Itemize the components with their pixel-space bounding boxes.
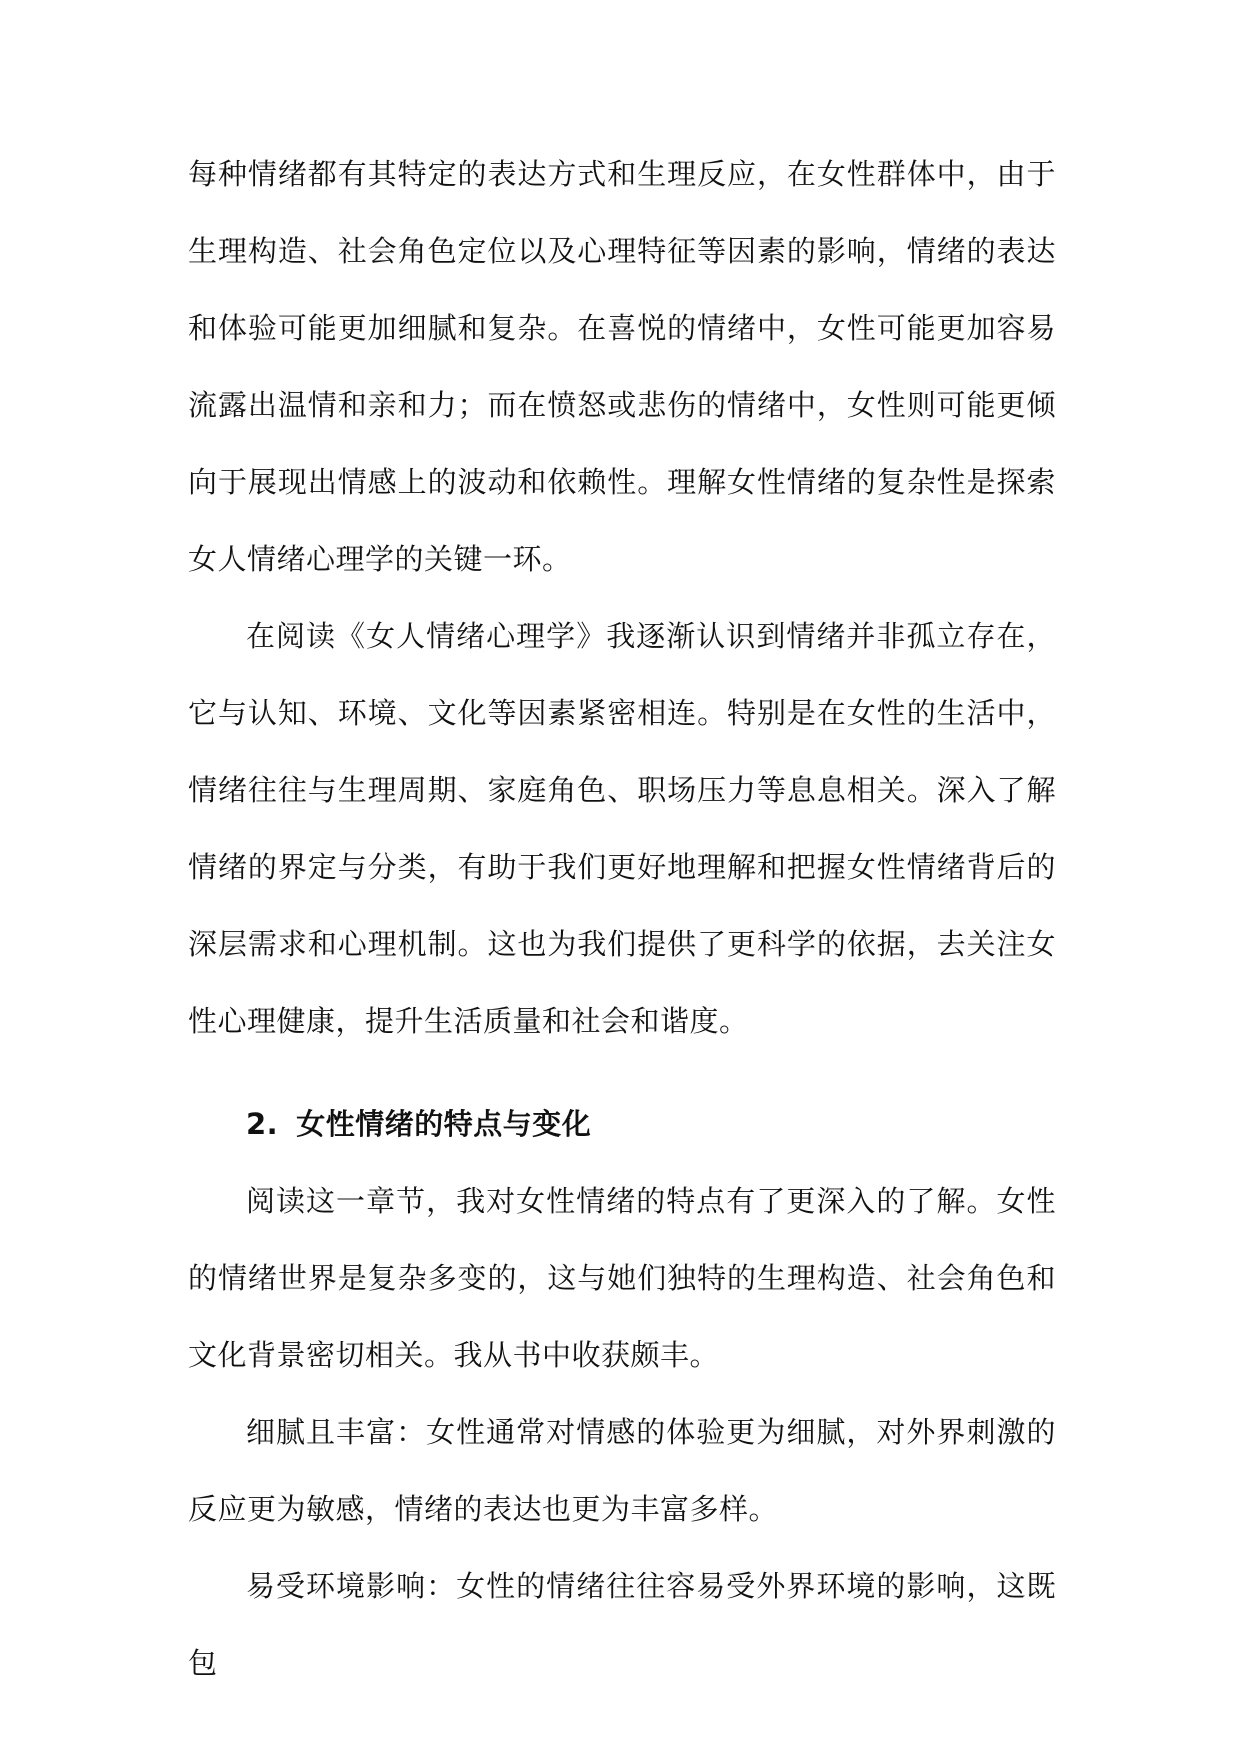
paragraph-reading-reflection: 在阅读《女人情绪心理学》我逐渐认识到情绪并非孤立存在，它与认知、环境、文化等因素紧密相连。特别是在女性的生活中，情绪往往与生理周期、家庭角色、职场压力等息息相关。深入了解情绪的界定与分类，有助于我们更好地理解和把握女性情绪背后的深层需求和心理机制。这也为我们提供了更科学的依据，去关注女性心理健康，提升生活质量和社会和谐度。 bbox=[188, 619, 1056, 1038]
document-body bbox=[188, 136, 1056, 1702]
paragraph-environment-influence: 易受环境影响：女性的情绪往往容易受外界环境的影响，这既包 bbox=[188, 1569, 1056, 1680]
paragraph-delicate-rich: 细腻且丰富：女性通常对情感的体验更为细腻，对外界刺激的反应更为敏感，情绪的表达也更为丰富多样。 bbox=[188, 1415, 1056, 1526]
section-title: 女性情绪的特点与变化 bbox=[296, 1107, 592, 1141]
paragraph-chapter-intro: 阅读这一章节，我对女性情绪的特点有了更深入的了解。女性的情绪世界是复杂多变的，这与她们独特的生理构造、社会角色和文化背景密切相关。我从书中收获颇丰。 bbox=[188, 1184, 1056, 1372]
section-number: 2. bbox=[246, 1107, 279, 1141]
paragraph-emotion-expression: 每种情绪都有其特定的表达方式和生理反应，在女性群体中，由于生理构造、社会角色定位以及心理特征等因素的影响，情绪的表达和体验可能更加细腻和复杂。在喜悦的情绪中，女性可能更加容易流露出温情和亲和力；而在愤怒或悲伤的情绪中，女性则可能更倾向于展现出情感上的波动和依赖性。理解女性情绪的复杂性是探索女人情绪心理学的关键一环。 bbox=[188, 157, 1056, 576]
section-heading bbox=[188, 1086, 1056, 1163]
